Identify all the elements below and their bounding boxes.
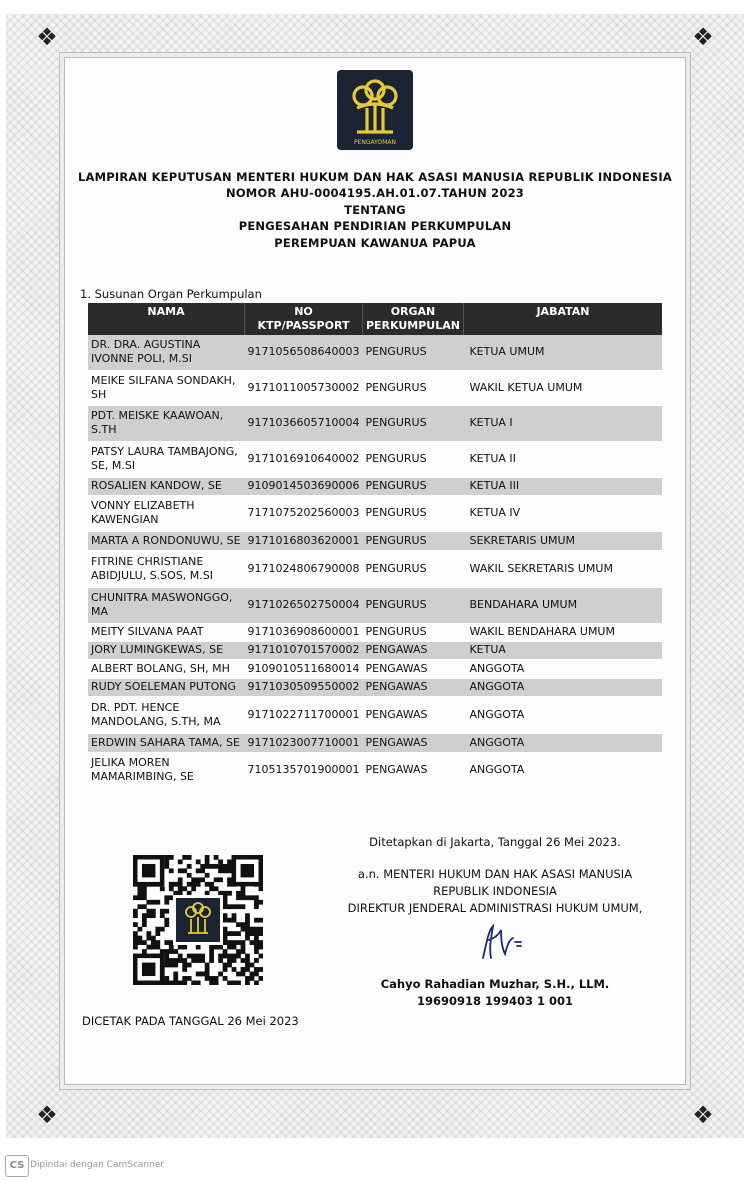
member-name: VONNY ELIZABETH KAWENGIAN: [88, 495, 245, 531]
member-position: ANGGOTA: [463, 696, 662, 733]
member-name: DR. PDT. HENCE MANDOLANG, S.TH, MA: [88, 696, 245, 733]
member-name: ROSALIEN KANDOW, SE: [88, 477, 245, 495]
header-line-2: NOMOR AHU-0004195.AH.01.07.TAHUN 2023: [226, 186, 524, 200]
ornament-icon: ❖: [36, 23, 58, 51]
member-name: ALBERT BOLANG, SH, MH: [88, 659, 245, 678]
member-id-number: 9171016910640002: [245, 441, 363, 477]
member-name: FITRINE CHRISTIANE ABIDJULU, S.SOS, M.SI: [88, 550, 245, 587]
member-position: KETUA III: [463, 477, 662, 495]
column-header: JABATAN: [463, 303, 662, 335]
member-organ: PENGURUS: [362, 550, 463, 587]
on-behalf-line-2: REPUBLIK INDONESIA: [433, 884, 557, 898]
camscanner-badge: CS: [5, 1155, 29, 1177]
member-id-number: 9171030509550002: [245, 678, 363, 696]
organ-table: [88, 303, 662, 788]
member-organ: PENGURUS: [362, 405, 463, 441]
table-row: [88, 441, 662, 477]
member-organ: PENGURUS: [362, 623, 463, 641]
ornament-icon: ❖: [36, 1101, 58, 1129]
member-name: CHUNITRA MASWONGGO, MA: [88, 587, 245, 623]
member-name: DR. DRA. AGUSTINA IVONNE POLI, M.SI: [88, 335, 245, 370]
member-position: WAKIL BENDAHARA UMUM: [463, 623, 662, 641]
member-id-number: 7171075202560003: [245, 495, 363, 531]
member-position: ANGGOTA: [463, 659, 662, 678]
table-row: [88, 370, 662, 405]
member-organ: PENGURUS: [362, 531, 463, 550]
member-organ: PENGURUS: [362, 495, 463, 531]
member-position: KETUA I: [463, 405, 662, 441]
member-organ: PENGURUS: [362, 441, 463, 477]
member-name: JELIKA MOREN MAMARIMBING, SE: [88, 752, 245, 787]
member-position: SEKRETARIS UMUM: [463, 531, 662, 550]
member-id-number: 9171026502750004: [245, 587, 363, 623]
table-row: [88, 733, 662, 752]
member-position: ANGGOTA: [463, 752, 662, 787]
member-id-number: 9171024806790008: [245, 550, 363, 587]
member-position: ANGGOTA: [463, 678, 662, 696]
signatory-name: Cahyo Rahadian Muzhar, S.H., LLM.: [380, 977, 610, 991]
member-id-number: 9171036605710004: [245, 405, 363, 441]
member-organ: PENGAWAS: [362, 696, 463, 733]
member-position: WAKIL SEKRETARIS UMUM: [463, 550, 662, 587]
table-row: [88, 641, 662, 659]
signatory-nip: 19690918 199403 1 001: [416, 994, 574, 1008]
member-name: MEIKE SILFANA SONDAKH, SH: [88, 370, 245, 405]
member-id-number: 7105135701900001: [245, 752, 363, 787]
member-position: KETUA: [463, 641, 662, 659]
on-behalf-line-1: a.n. MENTERI HUKUM DAN HAK ASASI MANUSIA: [357, 867, 633, 881]
column-header: NAMA: [88, 303, 245, 335]
table-row: [88, 752, 662, 787]
header-line-4: PENGESAHAN PENDIRIAN PERKUMPULAN: [238, 219, 512, 233]
header-line-5: PEREMPUAN KAWANUA PAPUA: [274, 236, 476, 250]
table-row: [88, 531, 662, 550]
member-organ: PENGAWAS: [362, 678, 463, 696]
member-organ: PENGURUS: [362, 477, 463, 495]
member-position: KETUA UMUM: [463, 335, 662, 370]
section-label: 1. Susunan Organ Perkumpulan: [80, 287, 262, 301]
place-date: Ditetapkan di Jakarta, Tanggal 26 Mei 2023.: [369, 835, 621, 849]
member-name: ERDWIN SAHARA TAMA, SE: [88, 733, 245, 752]
member-organ: PENGURUS: [362, 335, 463, 370]
table-header-row: [88, 303, 662, 335]
member-id-number: 9171023007710001: [245, 733, 363, 752]
table-row: [88, 623, 662, 641]
header-line-3: TENTANG: [344, 203, 406, 217]
scanner-footer: Dipindai dengan CamScanner: [30, 1160, 165, 1170]
ornament-icon: ❖: [692, 23, 714, 51]
svg-text:PENGAYOMAN: PENGAYOMAN: [353, 139, 397, 146]
member-name: MARTA A RONDONUWU, SE: [88, 531, 245, 550]
member-id-number: 9171056508640003: [245, 335, 363, 370]
member-position: KETUA II: [463, 441, 662, 477]
table-row: [88, 477, 662, 495]
column-header: NO KTP/PASSPORT: [245, 303, 363, 335]
table-row: [88, 696, 662, 733]
printed-date: DICETAK PADA TANGGAL 26 Mei 2023: [82, 1014, 299, 1028]
table-row: [88, 335, 662, 370]
table-row: [88, 678, 662, 696]
table-row: [88, 405, 662, 441]
member-name: PATSY LAURA TAMBAJONG, SE, M.SI: [88, 441, 245, 477]
pengayoman-emblem-icon: [337, 70, 413, 150]
member-id-number: 9109014503690006: [245, 477, 363, 495]
member-id-number: 9171010701570002: [245, 641, 363, 659]
table-row: [88, 550, 662, 587]
member-id-number: 9171016803620001: [245, 531, 363, 550]
header-line-1: LAMPIRAN KEPUTUSAN MENTERI HUKUM DAN HAK ASASI MANUSIA REPUBLIK INDONESIA: [78, 170, 672, 184]
member-name: RUDY SOELEMAN PUTONG: [88, 678, 245, 696]
member-position: BENDAHARA UMUM: [463, 587, 662, 623]
member-position: KETUA IV: [463, 495, 662, 531]
ornament-icon: ❖: [692, 1101, 714, 1129]
member-organ: PENGAWAS: [362, 752, 463, 787]
member-organ: PENGAWAS: [362, 733, 463, 752]
signatory-position: DIREKTUR JENDERAL ADMINISTRASI HUKUM UMUM,: [347, 901, 643, 915]
member-position: WAKIL KETUA UMUM: [463, 370, 662, 405]
member-name: JORY LUMINGKEWAS, SE: [88, 641, 245, 659]
member-organ: PENGAWAS: [362, 641, 463, 659]
member-id-number: 9171036908600001: [245, 623, 363, 641]
member-name: MEITY SILVANA PAAT: [88, 623, 245, 641]
member-organ: PENGURUS: [362, 370, 463, 405]
table-row: [88, 587, 662, 623]
member-id-number: 9171022711700001: [245, 696, 363, 733]
column-header: ORGAN PERKUMPULAN: [362, 303, 463, 335]
member-id-number: 9109010511680014: [245, 659, 363, 678]
qr-code-icon: [133, 855, 263, 985]
table-row: [88, 495, 662, 531]
member-name: PDT. MEISKE KAAWOAN, S.TH: [88, 405, 245, 441]
member-position: ANGGOTA: [463, 733, 662, 752]
table-row: [88, 659, 662, 678]
handwritten-signature: [475, 920, 525, 965]
member-organ: PENGAWAS: [362, 659, 463, 678]
member-organ: PENGURUS: [362, 587, 463, 623]
member-id-number: 9171011005730002: [245, 370, 363, 405]
